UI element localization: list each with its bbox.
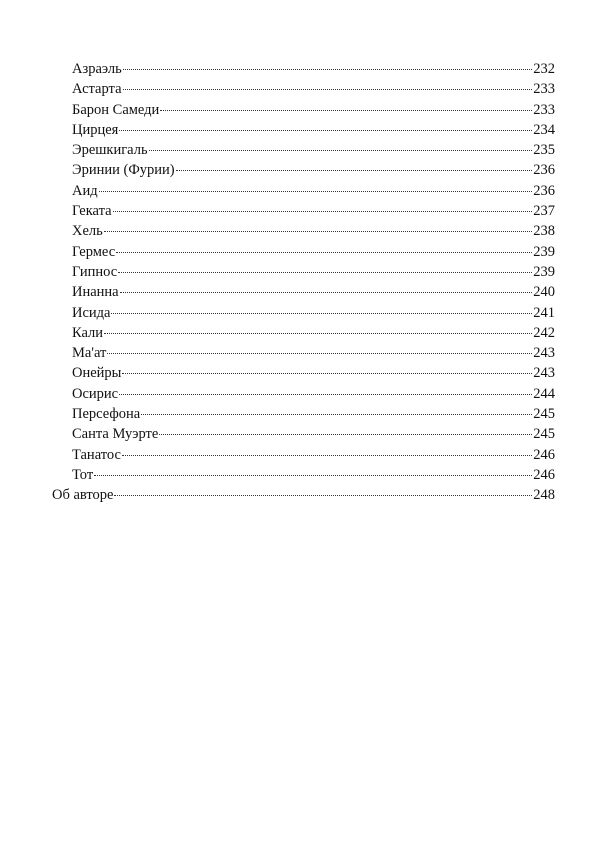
toc-dot-leader: [119, 394, 532, 395]
toc-entry: [52, 59, 555, 79]
toc-entry-page-number: 239: [533, 243, 555, 260]
toc-entry: [52, 221, 555, 241]
toc-entry-title: Эрешкигаль: [72, 142, 148, 159]
toc-entry-page-number: 238: [533, 223, 555, 240]
toc-entry-title: Санта Муэрте: [72, 426, 159, 443]
toc-dot-leader: [122, 373, 532, 374]
toc-entry-title: Исида: [72, 304, 111, 321]
toc-entry-title: Азраэль: [72, 61, 122, 77]
toc-entry-title: Ма'ат: [72, 345, 107, 362]
toc-entry: [52, 181, 555, 201]
toc-entry-title: Онейры: [72, 365, 122, 382]
toc-entry-page-number: 236: [533, 162, 555, 179]
toc-entry: [52, 343, 555, 363]
toc-entry: [52, 160, 555, 180]
toc-entry: [52, 323, 555, 343]
toc-dot-leader: [113, 211, 533, 212]
toc-entry: [52, 465, 555, 485]
toc-entry-title: Инанна: [72, 284, 119, 301]
toc-entry-title: Персефона: [72, 406, 141, 423]
toc-entry: [52, 445, 555, 465]
toc-entry: [52, 384, 555, 404]
toc-dot-leader: [119, 130, 532, 131]
toc-entry: [52, 303, 555, 323]
toc-dot-leader: [141, 414, 532, 415]
toc-entry: [52, 363, 555, 383]
toc-entry-page-number: 248: [533, 487, 555, 504]
toc-dot-leader: [120, 292, 533, 293]
toc-entry-page-number: 246: [533, 466, 555, 483]
toc-dot-leader: [111, 313, 532, 314]
toc-dot-leader: [159, 434, 532, 435]
toc-dot-leader: [122, 455, 532, 456]
toc-entry-page-number: 239: [533, 263, 555, 280]
toc-dot-leader: [116, 252, 532, 253]
toc-entry-page-number: 234: [533, 121, 555, 138]
toc-entry: [52, 404, 555, 424]
toc-entry: [52, 262, 555, 282]
toc-entry-page-number: 245: [533, 406, 555, 423]
toc-entry: [52, 140, 555, 160]
toc-entry-page-number: 236: [533, 182, 555, 199]
toc-entry: [52, 242, 555, 262]
toc-entry-title: Эринии (Фурии): [72, 162, 175, 179]
toc-dot-leader: [123, 89, 533, 90]
toc-entry-page-number: 243: [533, 345, 555, 362]
table-of-contents: [52, 59, 555, 506]
toc-dot-leader: [123, 69, 533, 70]
toc-dot-leader: [107, 353, 532, 354]
toc-entry-page-number: 240: [533, 284, 555, 301]
toc-dot-leader: [160, 110, 532, 111]
toc-entry-title: Цирцея: [72, 121, 119, 138]
toc-entry-title: Барон Самеди: [72, 101, 160, 118]
toc-entry-title: Аид: [72, 182, 98, 199]
toc-entry: [52, 282, 555, 302]
toc-entry: [52, 485, 555, 505]
toc-entry-page-number: 233: [533, 81, 555, 98]
toc-entry-page-number: 244: [533, 385, 555, 402]
toc-entry: [52, 79, 555, 99]
toc-entry-page-number: 246: [533, 446, 555, 463]
toc-dot-leader: [118, 272, 532, 273]
toc-dot-leader: [94, 475, 532, 476]
toc-entry-title: Хель: [72, 223, 103, 240]
toc-dot-leader: [149, 150, 533, 151]
toc-entry-page-number: 233: [533, 101, 555, 118]
toc-entry-title: Об авторе: [52, 487, 114, 504]
toc-entry-title: Астарта: [72, 81, 122, 98]
toc-entry-title: Танатос: [72, 446, 121, 463]
toc-entry-title: Геката: [72, 203, 112, 220]
toc-entry: [52, 100, 555, 120]
toc-entry: [52, 424, 555, 444]
toc-entry-page-number: 237: [533, 203, 555, 220]
toc-dot-leader: [99, 191, 533, 192]
toc-entry-title: Осирис: [72, 385, 119, 402]
toc-entry-title: Кали: [72, 324, 104, 341]
toc-dot-leader: [114, 495, 532, 496]
toc-entry-title: Гермес: [72, 243, 116, 260]
toc-entry-title: Тот: [72, 466, 94, 483]
toc-entry-page-number: 243: [533, 365, 555, 382]
toc-entry-page-number: 232: [533, 61, 555, 77]
toc-entry-title: Гипнос: [72, 263, 118, 280]
toc-entry-page-number: 235: [533, 142, 555, 159]
toc-entry-page-number: 241: [533, 304, 555, 321]
toc-dot-leader: [176, 170, 533, 171]
toc-dot-leader: [104, 333, 532, 334]
toc-dot-leader: [104, 231, 532, 232]
toc-entry-page-number: 245: [533, 426, 555, 443]
toc-entry-page-number: 242: [533, 324, 555, 341]
toc-entry: [52, 201, 555, 221]
toc-entry: [52, 120, 555, 140]
